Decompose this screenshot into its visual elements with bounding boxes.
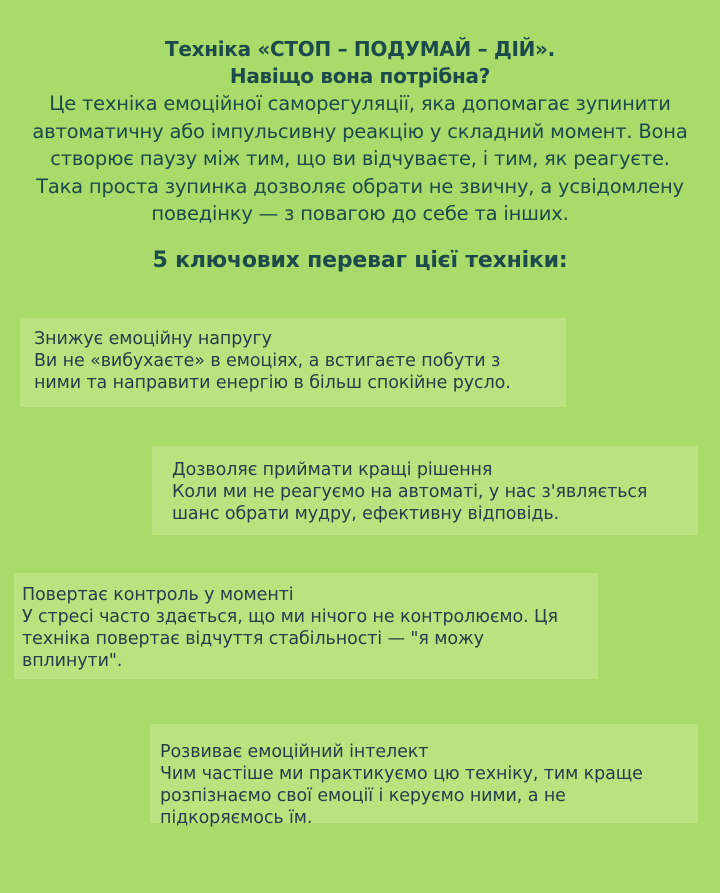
benefit-card-1 [20,318,566,407]
benefit-text-line: техніка повертає відчуття стабільності — "я можу [22,629,484,649]
benefit-card-3 [14,573,598,679]
benefit-text-line: вплинути". [22,651,123,671]
intro-line-3: створює паузу між тим, що ви відчуваєте, і тим, як реагуєте. [50,147,670,170]
benefit-text-line: Коли ми не реагуємо на автоматі, у нас з'являється [172,482,648,502]
benefit-text-line: шанс обрати мудру, ефективну відповідь. [172,504,560,524]
benefit-title: Дозволяє приймати кращі рішення [172,460,493,480]
benefit-title: Повертає контроль у моменті [22,585,294,605]
intro-line-5: поведінку — з повагою до себе та інших. [151,202,569,225]
benefits-heading: 5 ключових переваг цієї техніки: [152,248,568,273]
title-line-2: Навіщо вона потрібна? [229,64,491,88]
benefit-card-4 [150,724,698,828]
benefit-title: Знижує емоційну напругу [34,329,272,349]
benefit-title: Розвиває емоційний інтелект [160,742,429,762]
benefit-text-line: підкоряємось їм. [160,808,313,828]
intro-line-4: Така проста зупинка дозволяє обрати не звичну, а усвідомлену [36,174,684,198]
benefit-text-line: Чим частіше ми практикуємо цю техніку, тим краще [160,764,643,784]
benefit-text-line: розпізнаємо свої емоції і керуємо ними, а не [160,786,566,806]
header [0,36,720,228]
benefit-text-line: ними та направити енергію в більш спокійне русло. [34,373,511,393]
title-line-1: Техніка «СТОП – ПОДУМАЙ – ДІЙ». [165,37,555,61]
intro-line-2: автоматичну або імпульсивну реакцію у складний момент. Вона [32,119,688,143]
benefit-card-2 [152,446,698,535]
intro-line-1: Це техніка емоційної саморегуляції, яка допомагає зупинити [49,92,671,115]
benefit-text-line: Ви не «вибухаєте» в емоціях, а встигаєте побути з [34,351,501,371]
benefit-text-line: У стресі часто здається, що ми нічого не контролюємо. Ця [22,607,558,627]
